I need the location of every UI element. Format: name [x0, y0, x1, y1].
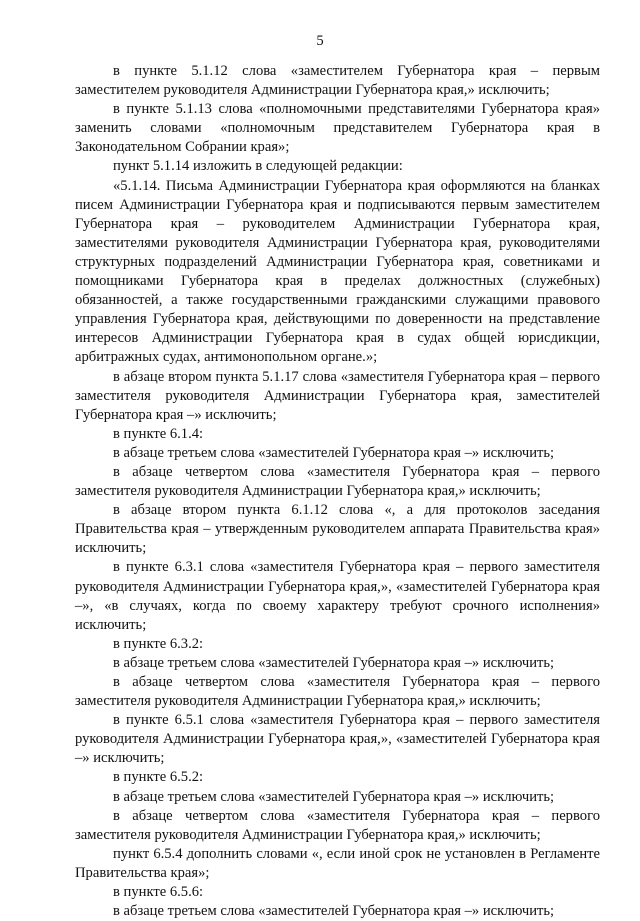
paragraph: пункт 5.1.14 изложить в следующей редакции: [113, 158, 403, 175]
paragraph: пункт 6.5.4 дополнить словами «, если иной срок не установлен в Регламенте Правительства края»; [75, 845, 600, 881]
paragraph: в абзаце втором пункта 5.1.17 слова «заместителя Губернатора края – первого заместителя руководителя Администрации Губернатора края, заместителей Губернатора края –» исключить; [75, 368, 600, 423]
paragraph: в абзаце четвертом слова «заместителя Губернатора края – первого заместителя руководителя Администрации Губернатора края,» исключить; [75, 674, 600, 710]
paragraph: в пункте 6.3.1 слова «заместителя Губернатора края – первого заместителя руководителя Администрации Губернатора края,», «заместителей Губернатора края –», «в случаях, когда по своему характеру требуют срочного исполнения» исключить; [75, 559, 600, 633]
paragraph: в пункте 6.5.6: [113, 884, 204, 901]
page-number: 5 [316, 33, 324, 49]
paragraph: «5.1.14. Письма Администрации Губернатора края оформляются на бланках писем Администрации Губернатора края и подписываются первым заместителем Губернатора края – руководителем Администрации Губернатора края, заместителями руководителя Администрации Губернатора края, руководителями структурных подразделений Администрации Губернатора края, советниками и помощниками Губернатора края в пределах должностных (служебных) обязанностей, а также государственными гражданскими служащими правового управления Губернатора края, действующими по доверенности на представление интересов Администрации Губернатора края в судах общей юрисдикции, арбитражных судах, антимонопольном органе.»; [75, 177, 600, 366]
paragraph: в пункте 6.5.2: [113, 769, 204, 786]
paragraph: в пункте 6.5.1 слова «заместителя Губернатора края – первого заместителя руководителя Администрации Губернатора края,», «заместителей Губернатора края –» исключить; [75, 712, 600, 767]
paragraph: в абзаце третьем слова «заместителей Губернатора края –» исключить; [113, 903, 555, 920]
document-body [75, 62, 600, 921]
paragraph: в пункте 5.1.12 слова «заместителем Губернатора края – первым заместителем руководителя Администрации Губернатора края,» исключить; [75, 63, 600, 99]
paragraph: в абзаце втором пункта 6.1.12 слова «, а для протоколов заседания Правительства края – утвержденным руководителем аппарата Правительства края» исключить; [75, 502, 600, 557]
paragraph: в абзаце третьем слова «заместителей Губернатора края –» исключить; [113, 654, 555, 671]
paragraph: в абзаце четвертом слова «заместителя Губернатора края – первого заместителя руководителя Администрации Губернатора края,» исключить; [75, 463, 600, 500]
paragraph: в абзаце четвертом слова «заместителя Губернатора края – первого заместителя руководителя Администрации Губернатора края,» исключить; [75, 807, 600, 843]
paragraph: в абзаце третьем слова «заместителей Губернатора края –» исключить; [113, 788, 555, 805]
paragraph: в пункте 6.1.4: [113, 425, 204, 442]
paragraph: в пункте 5.1.13 слова «полномочными представителями Губернатора края» заменить словами «полномочным представителем Губернатора края в Законодательном Собрании края»; [75, 101, 600, 156]
paragraph: в абзаце третьем слова «заместителей Губернатора края –» исключить; [113, 444, 555, 461]
paragraph: в пункте 6.3.2: [113, 635, 204, 652]
